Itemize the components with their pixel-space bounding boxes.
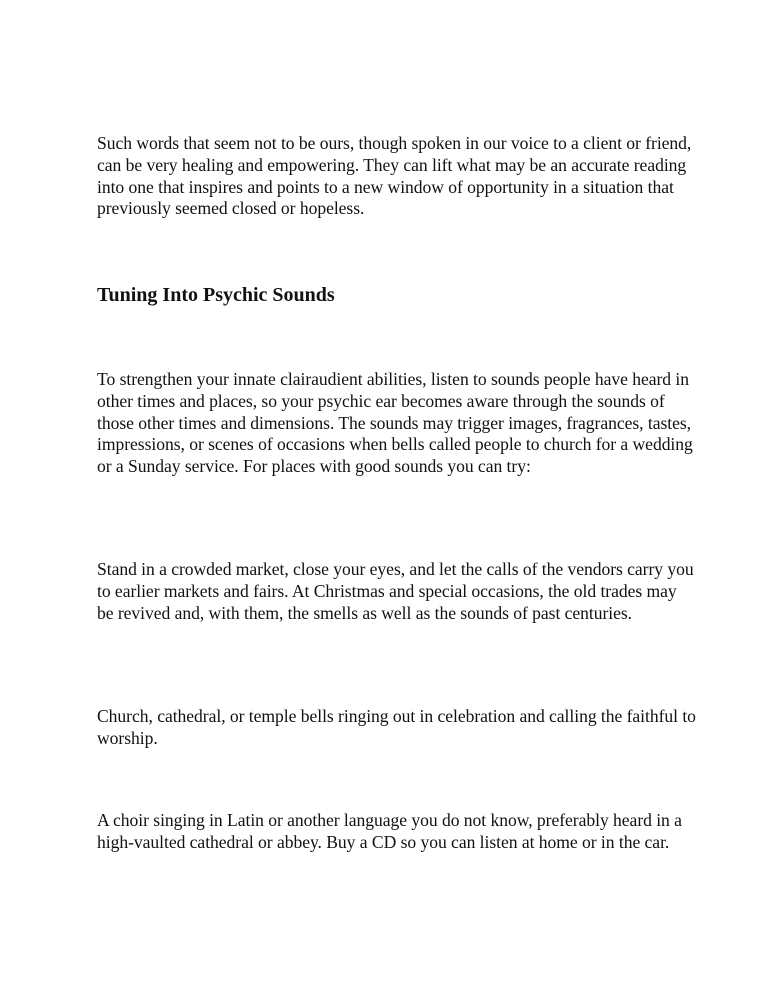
- choir-paragraph: A choir singing in Latin or another language you do not know, preferably heard in a high-vaulted cathedral or abbey. Buy a CD so you can listen at home or in the car.: [97, 810, 682, 852]
- bells-paragraph: Church, cathedral, or temple bells ringing out in celebration and calling the faithful to worship.: [97, 706, 696, 748]
- market-paragraph: Stand in a crowded market, close your eyes, and let the calls of the vendors carry you to earlier markets and fairs. At Christmas and special occasions, the old trades may be revived and, with them, the smells as well as the sounds of past centuries.: [97, 559, 694, 623]
- section-heading: Tuning Into Psychic Sounds: [97, 284, 335, 306]
- intro-paragraph: Such words that seem not to be ours, though spoken in our voice to a client or friend, can be very healing and empowering. They can lift what may be an accurate reading into one that inspires and points to a new window of opportunity in a situation that previously seemed closed or hopeless.: [97, 133, 692, 219]
- strengthen-paragraph: To strengthen your innate clairaudient abilities, listen to sounds people have heard in other times and places, so your psychic ear becomes aware through the sounds of those other times and dimensions. The sounds may trigger images, fragrances, tastes, impressions, or scenes of occasions when bells called people to church for a wedding or a Sunday service. For places with good sounds you can try:: [97, 369, 693, 477]
